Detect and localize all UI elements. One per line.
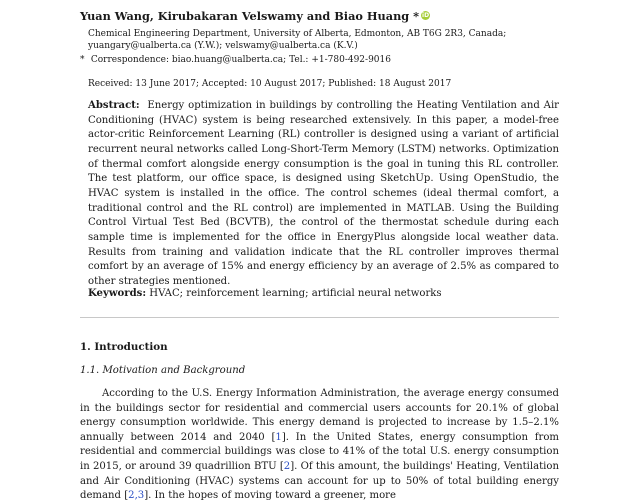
- affiliation: [88, 29, 568, 52]
- orcid-icon[interactable]: iD: [422, 12, 430, 19]
- section-heading: 1. Introduction: [80, 341, 168, 353]
- abstract-label: Abstract:: [88, 100, 140, 111]
- citation-link[interactable]: 2: [283, 460, 291, 472]
- author-list: [80, 9, 430, 23]
- keywords-label: Keywords:: [88, 288, 147, 299]
- abstract-text: Energy optimization in buildings by controlling the Heating Ventilation and Air Conditioning (HVAC) system is being researched extensively. In this paper, a model-free actor-critic Reinforcement Learning (RL) controller is designed using a variant of artificial recurrent neural networks called Long-Short-Term Memory (LSTM) networks. Optimization of thermal comfort alongside energy consumption is the goal in tuning this RL controller. The test platform, our office space, is designed using SketchUp. Using OpenStudio, the HVAC system is installed in the office. The control schemes (ideal thermal comfort, a traditional control and the RL control) are implemented in MATLAB. Using the Building Control Virtual Test Bed (BCVTB), the control of the thermostat schedule during each sample time is implemented for the office in EnergyPlus alongside local weather data. Results from training and validation indicate that the RL controller improves thermal comfort by an average of 15% and energy efficiency by an average of 2.5% as compared to other strategies mentioned.: [88, 100, 560, 287]
- section-divider: [80, 317, 559, 318]
- keywords: [88, 287, 559, 301]
- author-emails[interactable]: yuangary@ualberta.ca (Y.W.); velswamy@ualberta.ca (K.V.): [88, 40, 358, 51]
- author-names: Yuan Wang, Kirubakaran Velswamy and Biao Huang *: [80, 9, 420, 23]
- paragraph: [80, 387, 559, 504]
- citation-link[interactable]: 1: [275, 431, 282, 443]
- paragraph-text: ]. In the hopes of moving toward a greener, more: [144, 490, 396, 502]
- correspondence-text[interactable]: Correspondence: biao.huang@ualberta.ca; Tel.: +1-780-492-9016: [90, 55, 391, 65]
- paragraph-text: According to the U.S. Energy Information Administration, the average energy consumed in the buildings sector for residential and commercial users accounts for 20.1% of global energy consumption worldwide. This energy demand is projected to increase by 1.5–2.1% annually between 2014 and 2040 [: [80, 388, 559, 443]
- paragraph-text: ]. Of this amount, the buildings' Heating, Ventilation and Air Conditioning (HVAC) systems can account for up to 50% of total building energy demand [: [80, 460, 559, 502]
- correspondence: [80, 55, 391, 65]
- publication-dates: Received: 13 June 2017; Accepted: 10 August 2017; Published: 18 August 2017: [88, 79, 452, 89]
- paragraph-text: ]. In the United States, energy consumption from residential and commercial buildings was close to 41% of the total U.S. energy consumption in 2015, or around 39 quadrillion BTU [: [80, 431, 559, 472]
- abstract: [88, 99, 559, 290]
- citation-link[interactable]: 2,3: [128, 490, 145, 502]
- subsection-heading: 1.1. Motivation and Background: [80, 365, 246, 376]
- keywords-text: HVAC; reinforcement learning; artificial neural networks: [149, 288, 442, 299]
- correspondence-star: *: [80, 55, 85, 65]
- body-text: [80, 387, 559, 504]
- affiliation-line: Chemical Engineering Department, University of Alberta, Edmonton, AB T6G 2R3, Canada;: [88, 29, 507, 39]
